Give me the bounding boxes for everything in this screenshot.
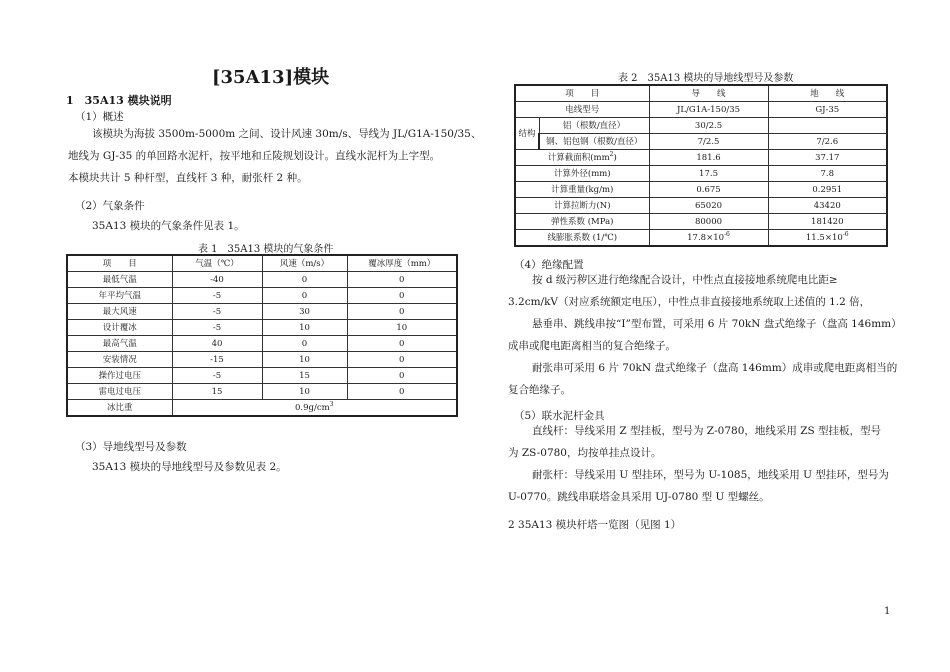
table-header: 气温（℃）: [172, 255, 262, 272]
table-row: [515, 166, 887, 182]
table-cell: 最大风速: [67, 304, 172, 320]
table-cell: 冰比重: [67, 400, 172, 417]
table-cell: 弹性系数 (MPa): [515, 214, 649, 230]
table-cell: 计算外径(mm): [515, 166, 649, 182]
expansion-conductor: 17.8×10: [687, 232, 725, 243]
table-header: 地 线: [768, 85, 887, 102]
table-cell: [515, 150, 649, 166]
insulation-line-2: 3.2cm/kV（对应系统额定电压），中性点非直接接地系统取上述值的 1.2 倍，: [508, 296, 871, 308]
subheading-weather: （2）气象条件: [75, 200, 145, 212]
expansion-superscript: -6: [842, 230, 849, 238]
table-cell: 0: [347, 304, 457, 320]
table-cell: 7/2.5: [649, 134, 768, 150]
area-label: 计算截面积(mm: [547, 152, 610, 163]
table-cell: 0.2951: [768, 182, 887, 198]
table-row: [515, 134, 887, 150]
table-cell: 15: [262, 368, 347, 384]
table-row: [67, 400, 457, 417]
table-header: 导 线: [649, 85, 768, 102]
insulation-line-3: 悬垂串、跳线串按“I”型布置，可采用 6 片 70kN 盘式绝缘子（盘高 146mm）: [532, 318, 902, 330]
overview-line-3: 本模块共计 5 种杆型，直线杆 3 种，耐张杆 2 种。: [68, 172, 308, 184]
table-header: 覆冰厚度（mm）: [347, 255, 457, 272]
table-cell: -5: [172, 304, 262, 320]
table-cell: 线膨胀系数 (1/℃): [515, 230, 649, 247]
overview-line-2: 地线为 GJ-35 的单回路水泥杆，按平地和丘陵规划设计。直线水泥杆为上字型。: [68, 150, 441, 162]
table-cell: 0: [262, 272, 347, 288]
table-cell: 10: [262, 384, 347, 400]
table-cell: 80000: [649, 214, 768, 230]
table-row: [515, 118, 887, 134]
table-cell: 0: [347, 384, 457, 400]
table-cell: 设计覆冰: [67, 320, 172, 336]
ice-density-superscript: 3: [329, 400, 334, 408]
table-cell: 钢、铝包钢（根数/直径）: [539, 134, 649, 150]
table-cell: -5: [172, 368, 262, 384]
ice-density-value: 0.9g/cm: [295, 402, 330, 413]
table-cell: 15: [172, 384, 262, 400]
fittings-line-3: 耐张杆：导线采用 U 型挂环，型号为 U-1085，地线采用 U 型挂环，型号为: [532, 469, 889, 481]
table-cell: 10: [262, 352, 347, 368]
table-cell: 0.675: [649, 182, 768, 198]
table-cell: -5: [172, 320, 262, 336]
page-number: 1: [884, 606, 891, 617]
expansion-superscript: -6: [724, 230, 730, 238]
subheading-overview: （1）概述: [75, 111, 124, 123]
table-row: [515, 182, 887, 198]
expansion-ground: 11.5×10: [805, 232, 843, 243]
structure-label: 结构: [515, 118, 539, 150]
insulation-line-5: 耐张串可采用 6 片 70kN 盘式绝缘子（盘高 146mm）成串或爬电距离相当的: [532, 362, 898, 374]
table-cell: 0: [347, 352, 457, 368]
ice-density-cell: [172, 400, 457, 417]
table-cell: 37.17: [768, 150, 887, 166]
weather-intro: 35A13 模块的气象条件见表 1。: [92, 220, 245, 232]
section-1-heading: 1 35A13 模块说明: [66, 94, 172, 107]
fittings-line-1: 直线杆：导线采用 Z 型挂板，型号为 Z-0780，地线采用 ZS 型挂板，型号: [532, 425, 882, 437]
table-cell: 0: [262, 288, 347, 304]
table-cell: 电线型号: [515, 102, 649, 118]
table-row: [67, 368, 457, 384]
table-header: 项 目: [67, 255, 172, 272]
fittings-line-2: 为 ZS-0780，均按单挂点设计。: [508, 447, 662, 459]
table-cell: 10: [262, 320, 347, 336]
table-row: [515, 230, 887, 247]
table-cell: 最高气温: [67, 336, 172, 352]
insulation-line-4: 成串或爬电距离相当的复合绝缘子。: [508, 340, 676, 352]
table-cell: 7.8: [768, 166, 887, 182]
table-cell: GJ-35: [768, 102, 887, 118]
table-cell: 0: [347, 288, 457, 304]
conductor-intro: 35A13 模块的导地线型号及参数见表 2。: [92, 461, 287, 473]
table-cell: JL/G1A-150/35: [649, 102, 768, 118]
table-cell: [768, 118, 887, 134]
table-cell: 安装情况: [67, 352, 172, 368]
table-cell: 0: [347, 272, 457, 288]
area-label-close: ): [613, 152, 617, 163]
table-row: [67, 272, 457, 288]
table-header: 项 目: [515, 85, 649, 102]
table-cell: [768, 230, 887, 247]
table1-caption: 表 1 35A13 模块的气象条件: [198, 244, 334, 255]
table-cell: 10: [347, 320, 457, 336]
table-cell: 计算拉断力(N): [515, 198, 649, 214]
overview-line-1: 该模块为海拔 3500m-5000m 之间、设计风速 30m/s、导线为 JL/G1A-150/35、: [92, 128, 482, 140]
table-cell: 铝（根数/直径）: [539, 118, 649, 134]
insulation-line-6: 复合绝缘子。: [508, 384, 571, 396]
table-cell: 雷电过电压: [67, 384, 172, 400]
table-row: [515, 198, 887, 214]
page-title: [35A13]模块: [212, 67, 330, 88]
table-cell: 最低气温: [67, 272, 172, 288]
table-cell: 43420: [768, 198, 887, 214]
weather-table: [66, 254, 458, 417]
table-cell: 计算重量(kg/m): [515, 182, 649, 198]
table-cell: 0: [262, 336, 347, 352]
table-cell: 年平均气温: [67, 288, 172, 304]
table2-caption: 表 2 35A13 模块的导地线型号及参数: [618, 73, 794, 84]
insulation-line-1: 按 d 级污秽区进行绝缘配合设计，中性点直接接地系统爬电比距≥: [532, 274, 838, 286]
area-superscript: 2: [609, 150, 614, 158]
table-cell: [649, 230, 768, 247]
table-cell: 181.6: [649, 150, 768, 166]
table-header: 风速（m/s）: [262, 255, 347, 272]
table-row: [67, 384, 457, 400]
table-cell: 0: [347, 368, 457, 384]
table-cell: 40: [172, 336, 262, 352]
conductor-table: [514, 84, 888, 247]
table-row: [67, 336, 457, 352]
table-row: [515, 214, 887, 230]
table-row: [515, 102, 887, 118]
table-cell: -5: [172, 288, 262, 304]
table-cell: -15: [172, 352, 262, 368]
table-cell: 0: [347, 336, 457, 352]
table-cell: 65020: [649, 198, 768, 214]
table-cell: 30: [262, 304, 347, 320]
subheading-insulation: （4）绝缘配置: [514, 259, 584, 271]
table-row: [67, 288, 457, 304]
table-row: [67, 304, 457, 320]
section-2-heading: 2 35A13 模块杆塔一览图（见图 1）: [508, 519, 682, 531]
table-row: [67, 352, 457, 368]
table-cell: 181420: [768, 214, 887, 230]
table-cell: 17.5: [649, 166, 768, 182]
table-row: [67, 320, 457, 336]
subheading-conductor: （3）导地线型号及参数: [75, 441, 187, 453]
fittings-line-4: U-0770。跳线串联塔金具采用 UJ-0780 型 U 型螺丝。: [508, 491, 770, 503]
table-header-row: [515, 85, 887, 102]
table-cell: 30/2.5: [649, 118, 768, 134]
subheading-fittings: （5）联水泥杆金具: [514, 410, 605, 422]
table-header-row: [67, 255, 457, 272]
table-cell: 7/2.6: [768, 134, 887, 150]
table-row: [515, 150, 887, 166]
table-cell: -40: [172, 272, 262, 288]
table-cell: 操作过电压: [67, 368, 172, 384]
